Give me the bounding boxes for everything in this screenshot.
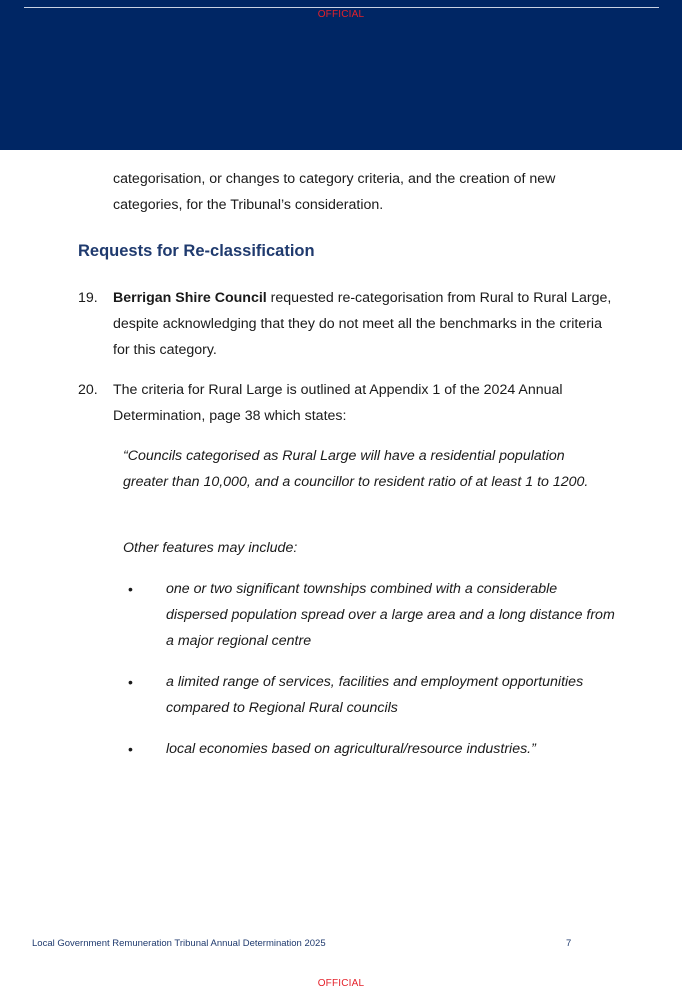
section-heading: Requests for Re-classification	[78, 242, 315, 260]
paragraph-19	[113, 285, 613, 363]
quote-other-features: Other features may include:	[123, 540, 298, 556]
footer-title: Local Government Remuneration Tribunal Annual Determination 2025	[32, 938, 326, 949]
paragraph-19-bold-lead: Berrigan Shire Council	[113, 290, 267, 306]
header-rule	[24, 7, 659, 8]
bullet-glyph: •	[128, 581, 133, 597]
bullet-item: local economies based on agricultural/resource industries.”	[166, 741, 536, 757]
paragraph-number-19: 19.	[78, 290, 98, 306]
quote-text: “Councils categorised as Rural Large will have a residential population greater than 10,000, and a councillor to resident ratio of at least 1 to 1200.	[123, 448, 589, 490]
bullet-glyph: •	[128, 674, 133, 690]
bullet-glyph: •	[128, 741, 133, 757]
bullet-item: one or two significant townships combined with a considerable dispersed population spread over a large area and a long distance from a major regional centre	[166, 581, 615, 649]
security-marking-bottom: OFFICIAL	[317, 978, 365, 989]
header-band	[0, 0, 682, 150]
continuation-paragraph: categorisation, or changes to category criteria, and the creation of new categories, for the Tribunal’s consideration.	[113, 171, 556, 213]
bullet-item: a limited range of services, facilities and employment opportunities compared to Regional Rural councils	[166, 674, 584, 716]
page-number: 7	[566, 938, 572, 949]
paragraph-19-text: requested re-categorisation from Rural to Rural Large, despite acknowledging that they do not meet all the benchmarks in the criteria for this category.	[113, 290, 612, 358]
paragraph-number-20: 20.	[78, 382, 98, 398]
paragraph-20: The criteria for Rural Large is outlined at Appendix 1 of the 2024 Annual Determination, page 38 which states:	[113, 382, 563, 424]
security-marking-top: OFFICIAL	[317, 9, 365, 20]
